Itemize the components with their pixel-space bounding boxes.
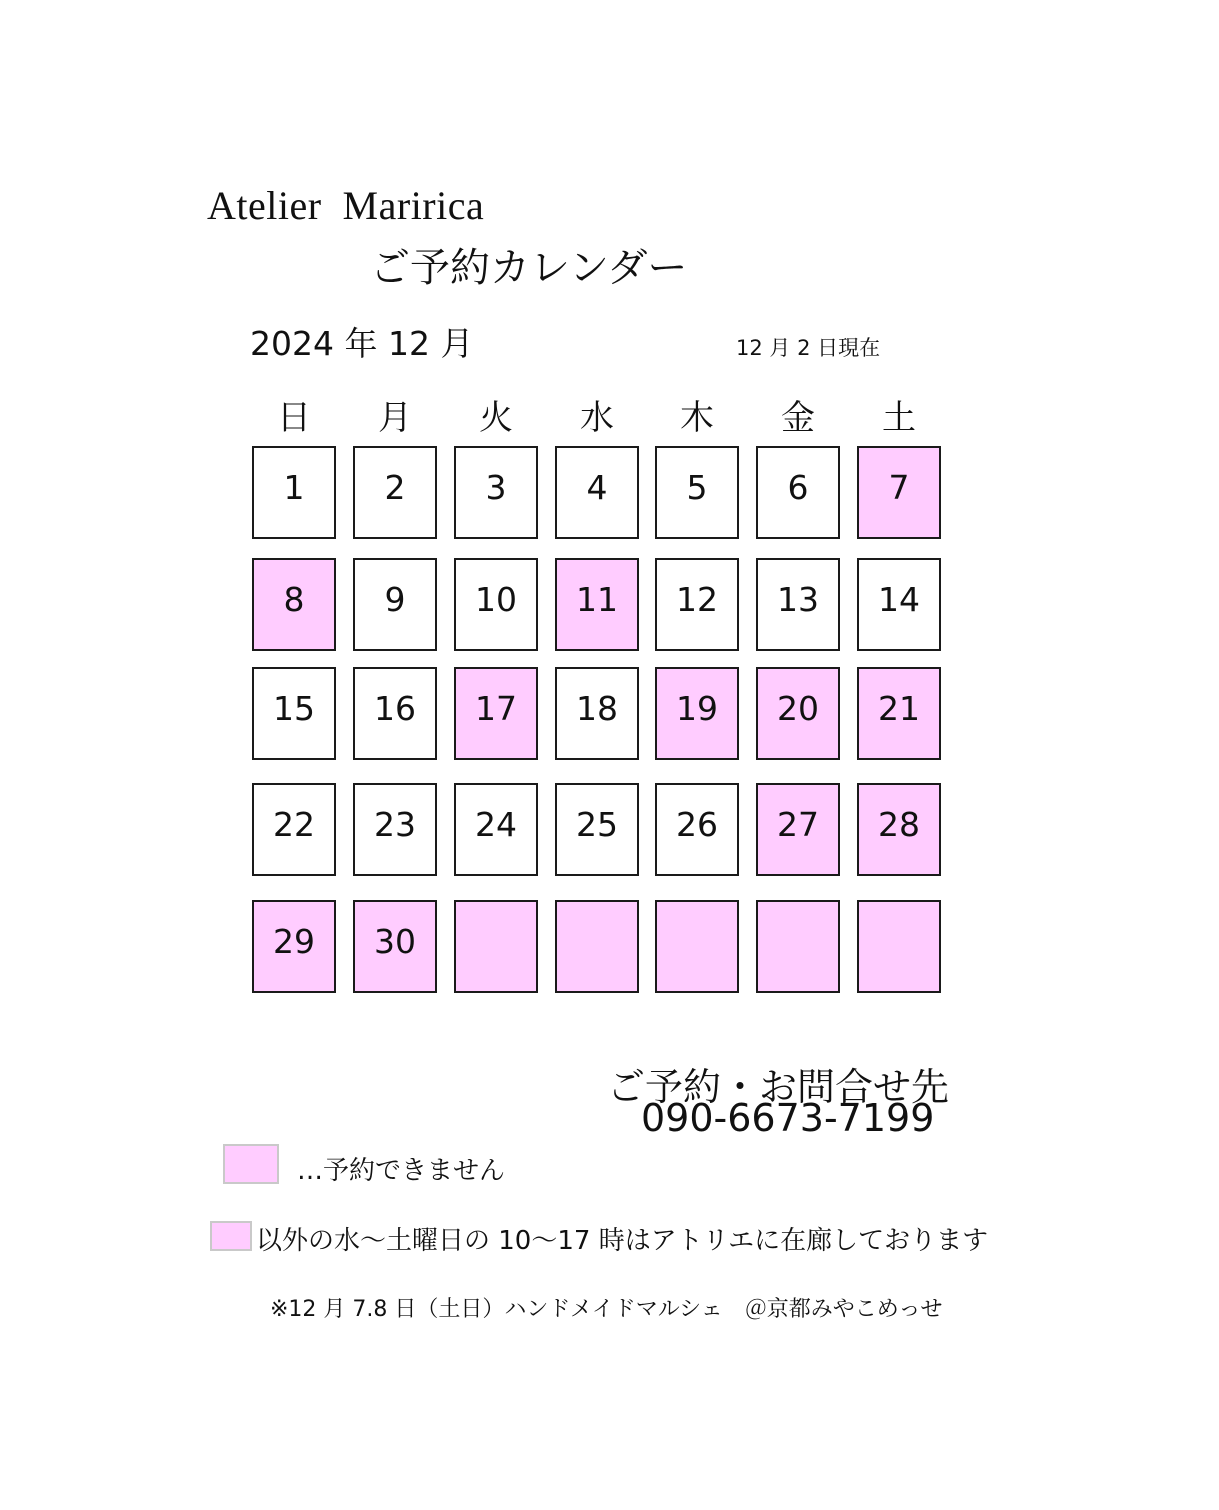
- calendar-day-unavailable: [655, 900, 739, 993]
- calendar-day-unavailable: [655, 667, 739, 760]
- as-of-date: 12 月 2 日現在: [736, 336, 881, 360]
- calendar-day-number: 20: [777, 689, 819, 728]
- calendar-day-number: 30: [374, 922, 416, 961]
- calendar-day: [756, 446, 840, 539]
- calendar-day-number: 2: [384, 468, 406, 507]
- calendar-day-unavailable: [756, 667, 840, 760]
- legend-swatch-open-hours: [210, 1221, 252, 1251]
- calendar-day-unavailable: [857, 667, 941, 760]
- calendar-day-number: 23: [374, 805, 416, 844]
- weekday-header: 月: [378, 398, 412, 438]
- calendar-day-number: 12: [676, 580, 718, 619]
- weekday-header: 金: [781, 398, 815, 438]
- calendar-day-number: 10: [475, 580, 517, 619]
- calendar-day-number: 16: [374, 689, 416, 728]
- calendar-day-number: 22: [273, 805, 315, 844]
- calendar-day: [454, 783, 538, 876]
- calendar-day-number: 19: [676, 689, 718, 728]
- calendar-day: [555, 667, 639, 760]
- calendar-day-number: 27: [777, 805, 819, 844]
- calendar-day-unavailable: [252, 900, 336, 993]
- weekday-header: 木: [680, 398, 714, 438]
- calendar-day: [655, 558, 739, 651]
- calendar-day-number: 21: [878, 689, 920, 728]
- calendar-day-number: 1: [283, 468, 305, 507]
- brand-name: Atelier Maririca: [207, 183, 485, 228]
- calendar-day-number: 26: [676, 805, 718, 844]
- calendar-day-unavailable: [857, 783, 941, 876]
- calendar-day: [454, 558, 538, 651]
- calendar-day: [555, 783, 639, 876]
- calendar-day-number: 9: [384, 580, 406, 619]
- calendar-day-unavailable: [756, 900, 840, 993]
- weekday-header: 土: [882, 398, 916, 438]
- calendar-day-number: 13: [777, 580, 819, 619]
- calendar-day-unavailable: [252, 558, 336, 651]
- calendar-day-number: 25: [576, 805, 618, 844]
- calendar-day-number: 4: [586, 468, 608, 507]
- calendar-day-number: 28: [878, 805, 920, 844]
- weekday-header: 火: [479, 398, 513, 438]
- calendar-day-number: 5: [686, 468, 708, 507]
- calendar-day: [252, 667, 336, 760]
- contact-label: ご予約・お問合せ先: [607, 1065, 950, 1109]
- calendar-day-unavailable: [555, 900, 639, 993]
- calendar-day: [353, 558, 437, 651]
- calendar-day: [252, 783, 336, 876]
- calendar-day-number: 3: [485, 468, 507, 507]
- contact-phone: 090-6673-7199: [641, 1096, 935, 1140]
- calendar-day-number: 14: [878, 580, 920, 619]
- calendar-day-unavailable: [555, 558, 639, 651]
- calendar-day-number: 29: [273, 922, 315, 961]
- legend-swatch-unavailable: [223, 1144, 279, 1184]
- calendar-day: [756, 558, 840, 651]
- calendar-day-unavailable: [756, 783, 840, 876]
- page-title: ご予約カレンダー: [370, 245, 688, 291]
- calendar-day-number: 6: [787, 468, 809, 507]
- calendar-day-number: 24: [475, 805, 517, 844]
- calendar-day: [555, 446, 639, 539]
- calendar-day: [857, 558, 941, 651]
- calendar-day-unavailable: [353, 900, 437, 993]
- event-note: ※12 月 7.8 日（土日）ハンドメイドマルシェ ＠京都みやこめっせ: [270, 1297, 943, 1322]
- calendar-day-unavailable: [454, 900, 538, 993]
- calendar-day: [353, 446, 437, 539]
- calendar-day-number: 7: [888, 468, 910, 507]
- weekday-header: 水: [580, 398, 614, 438]
- calendar-day: [454, 446, 538, 539]
- calendar-day-number: 15: [273, 689, 315, 728]
- calendar-day-unavailable: [454, 667, 538, 760]
- legend-text-open-hours: 以外の水〜土曜日の 10〜17 時はアトリエに在廊しております: [256, 1226, 989, 1256]
- calendar-day-number: 18: [576, 689, 618, 728]
- weekday-header: 日: [277, 398, 311, 438]
- calendar-day-number: 17: [475, 689, 517, 728]
- calendar-day: [655, 783, 739, 876]
- calendar-month: 2024 年 12 月: [250, 324, 474, 363]
- calendar-day: [252, 446, 336, 539]
- legend-text-unavailable: …予約できません: [297, 1156, 506, 1186]
- calendar-day-unavailable: [857, 900, 941, 993]
- calendar-day: [353, 783, 437, 876]
- calendar-day: [655, 446, 739, 539]
- calendar-day: [353, 667, 437, 760]
- calendar-day-number: 8: [283, 580, 305, 619]
- calendar-day-number: 11: [576, 580, 618, 619]
- calendar-day-unavailable: [857, 446, 941, 539]
